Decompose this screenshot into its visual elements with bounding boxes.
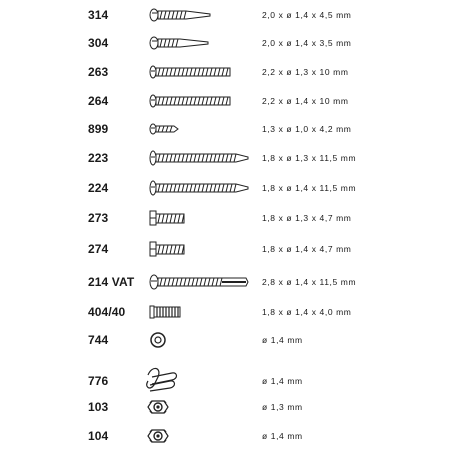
barrel-screw-icon: [0, 302, 452, 322]
part-spec: 1,8 x ø 1,4 x 4,0 mm: [262, 307, 352, 317]
part-code: 103: [88, 400, 109, 414]
part-code: 304: [88, 36, 109, 50]
pointed-long-screw-icon: [0, 178, 452, 198]
part-spec: ø 1,4 mm: [262, 431, 303, 441]
part-spec: ø 1,4 mm: [262, 335, 303, 345]
hex-nut-icon: [0, 397, 452, 417]
part-row: [0, 62, 452, 82]
part-code: 273: [88, 211, 109, 225]
part-row: [0, 397, 452, 417]
part-row: [0, 426, 452, 446]
hex-nut-icon: [0, 426, 452, 446]
part-row: [0, 272, 452, 292]
slotted-long-screw-icon: [0, 272, 452, 292]
part-row: [0, 91, 452, 111]
washer-icon: [0, 330, 452, 350]
part-code: 104: [88, 429, 109, 443]
tapered-screw-icon: [0, 33, 452, 53]
part-row: [0, 208, 452, 228]
part-code: 314: [88, 8, 109, 22]
part-row: [0, 33, 452, 53]
part-row: [0, 5, 452, 25]
long-screw-icon: [0, 91, 452, 111]
part-code: 404/40: [88, 305, 126, 319]
tapered-screw-icon: [0, 5, 452, 25]
part-code: 264: [88, 94, 109, 108]
part-spec: 2,0 x ø 1,4 x 4,5 mm: [262, 10, 352, 20]
part-spec: 2,2 x ø 1,4 x 10 mm: [262, 96, 349, 106]
part-code: 776: [88, 374, 109, 388]
part-code: 274: [88, 242, 109, 256]
pointed-long-screw-icon: [0, 148, 452, 168]
part-row: [0, 330, 452, 350]
part-code: 744: [88, 333, 109, 347]
part-code: 263: [88, 65, 109, 79]
part-row: [0, 178, 452, 198]
part-spec: 2,8 x ø 1,4 x 11,5 mm: [262, 277, 357, 287]
wire-clip-icon: [0, 371, 452, 391]
part-code: 224: [88, 181, 109, 195]
part-spec: 1,3 x ø 1,0 x 4,2 mm: [262, 124, 352, 134]
part-spec: 1,8 x ø 1,3 x 4,7 mm: [262, 213, 352, 223]
part-row: [0, 302, 452, 322]
part-code: 214 VAT: [88, 275, 135, 289]
long-screw-icon: [0, 62, 452, 82]
part-row: [0, 371, 452, 391]
part-spec: ø 1,3 mm: [262, 402, 303, 412]
part-row: [0, 239, 452, 259]
short-screw-icon: [0, 239, 452, 259]
part-spec: ø 1,4 mm: [262, 376, 303, 386]
part-spec: 2,2 x ø 1,3 x 10 mm: [262, 67, 349, 77]
short-screw-icon: [0, 119, 452, 139]
part-spec: 1,8 x ø 1,4 x 11,5 mm: [262, 183, 357, 193]
part-row: [0, 148, 452, 168]
short-screw-icon: [0, 208, 452, 228]
part-spec: 1,8 x ø 1,3 x 11,5 mm: [262, 153, 357, 163]
part-code: 223: [88, 151, 109, 165]
part-row: [0, 119, 452, 139]
part-spec: 1,8 x ø 1,4 x 4,7 mm: [262, 244, 352, 254]
part-spec: 2,0 x ø 1,4 x 3,5 mm: [262, 38, 352, 48]
part-code: 899: [88, 122, 109, 136]
